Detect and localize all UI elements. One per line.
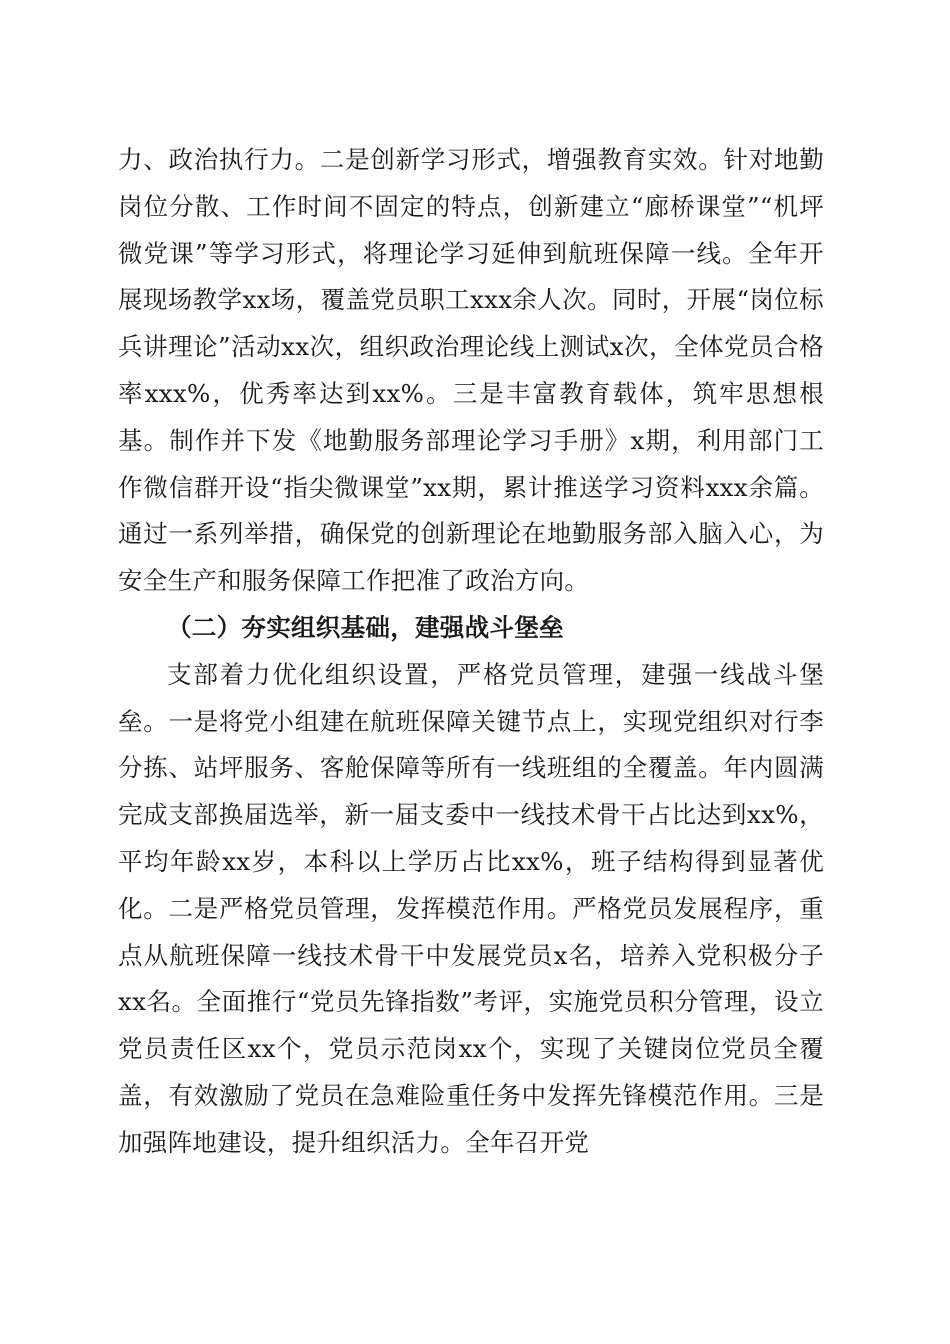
document-body (118, 137, 824, 1167)
paragraph-body: 支部着力优化组织设置，严格党员管理，建强一线战斗堡垒。一是将党小组建在航班保障关键节点上，实现党组织对行李分拣、站坪服务、客舱保障等所有一线班组的全覆盖。年内圆满完成支部换届选举，新一届支委中一线技术骨干占比达到xx%，平均年龄xx岁，本科以上学历占比xx%，班子结构得到显著优化。二是严格党员管理，发挥模范作用。严格党员发展程序，重点从航班保障一线技术骨干中发展党员x名，培养入党积极分子xx名。全面推行“党员先锋指数”考评，实施党员积分管理，设立党员责任区xx个，党员示范岗xx个，实现了关键岗位党员全覆盖，有效激励了党员在急难险重任务中发挥先锋模范作用。三是加强阵地建设，提升组织活力。全年召开党 (118, 659, 824, 1157)
paragraph-continued: 力、政治执行力。二是创新学习形式，增强教育实效。针对地勤岗位分散、工作时间不固定的特点，创新建立“廊桥课堂”“机坪微党课”等学习形式，将理论学习延伸到航班保障一线。全年开展现场教学xx场，覆盖党员职工xxx余人次。同时，开展“岗位标兵讲理论”活动xx次，组织政治理论线上测试x次，全体党员合格率xxx%，优秀率达到xx%。三是丰富教育载体，筑牢思想根基。制作并下发《地勤服务部理论学习手册》x期，利用部门工作微信群开设“指尖微课堂”xx期，累计推送学习资料xxx余篇。通过一系列举措，确保党的创新理论在地勤服务部入脑入心，为安全生产和服务保障工作把准了政治方向。 (118, 145, 824, 596)
section-heading: （二）夯实组织基础，建强战斗堡垒 (167, 612, 564, 642)
